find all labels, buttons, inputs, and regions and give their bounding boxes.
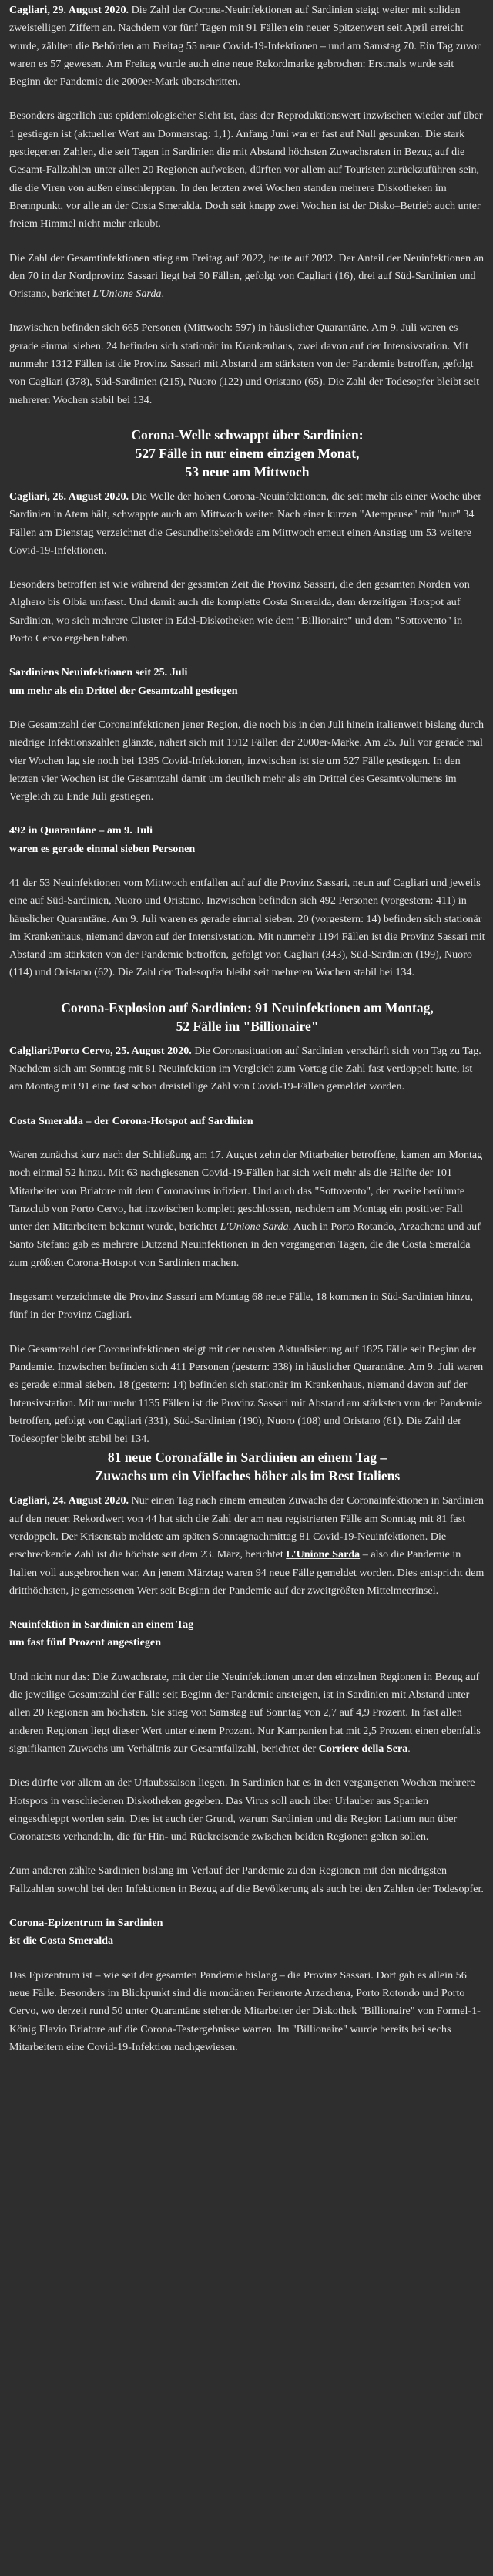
paragraph: Die Gesamtzahl der Coronainfektionen jener Region, die noch bis in den Juli hinein italienweit bislang durch niedrige Infektionszahlen glänzte, nähert sich mit 1912 Fällen der 2000er-Marke. Am 25. Juli vor gerade mal vier Wochen lag sie noch bei 1385 Covid-Infektionen, inzwischen ist sie um 527 Fälle gestiegen. In den letzten vier Wochen ist die Gesamtzahl damit um deutlich mehr als ein Drittel des Gesamtvolumens im Vergleich zu Ende Juli gestiegen. <box>9 718 485 803</box>
subheading: 492 in Quarantäne – am 9. Juli waren es gerade einmal sieben Personen <box>9 824 196 855</box>
paragraph: Dies dürfte vor allem an der Urlaubssaison liegen. In Sardinien hat es in den vergangenen Wochen mehrere Hotspots in verschiedenen Diskotheken gegeben. Das Virus soll auch über Urlauber aus Spanien eingeschleppt worden sein. Dies ist auch der Grund, warum Sardinien und die Region Latium nun über Coronatests verhandeln, die für Hin- und Rückreisende zwischen beiden Regionen gelten sollen. <box>9 1776 475 1844</box>
paragraph: Und nicht nur das: Die Zuwachsrate, mit der die Neuinfektionen unter den einzelnen Regionen in Bezug auf die jeweilige Gesamtzahl der Fälle seit Beginn der Pandemie ansteigen, ist in Sardinien mit Abstand unter allen 20 Regionen am höchsten. Sie stieg von Samstag auf Sonntag von 2,7 auf 4,9 Prozent. In fast allen anderen Regionen liegt dieser Wert unter einem Prozent. Nur Kampanien hat mit 2,5 Prozent einen ebenfalls signifikanten Zuwachs um Verhältnis zur Gesamtfallzahl, berichtet der Corriere della Sera. <box>9 1670 481 1755</box>
paragraph: Besonders ärgerlich aus epidemiologischer Sicht ist, dass der Reproduktionswert inzwischen wieder auf über 1 gestiegen ist (aktueller Wert am Donnerstag: 1,1). Anfang Juni war er fast auf Null gesunken. Die stark gestiegenen Zahlen, die seit Tagen in Sardinien die mit Abstand höchsten Zuwachsraten in Bezug auf die Gesamt-Fallzahlen unter allen 20 Regionen aufweisen, dürften vor allem auf Touristen zurückzuführen sein, die die Viren von außen einschleppten. In den letzten zwei Wochen standen mehrere Diskotheken im Brennpunkt, vor alle an der Costa Smeralda. Doch seit knapp zwei Wochen ist der Disko–Betrieb auch unter freiem Himmel nicht mehr erlaubt. <box>9 109 483 231</box>
section-heading: Corona-Explosion auf Sardinien: 91 Neuinfektionen am Montag, 52 Fälle im "Billionaire" <box>61 999 434 1034</box>
subheading: Sardiniens Neuinfektionen seit 25. Juli um mehr als ein Drittel der Gesamtzahl gestiegen <box>9 666 238 697</box>
paragraph <box>9 2 485 91</box>
paragraph-text: Waren zunächst kurz nach der Schließung am 17. August zehn der Mitarbeiter betroffene, kamen am Montag noch einmal 52 hinzu. Mit 63 nachgiesenen Covid-19-Fällen hat sich weit mehr als die Hälfte der 101 Mitarbeiter von Briatore mit dem Coronavirus infiziert. Und auch das "Sottovento", der zweite berühmte Tanzclub von Porto Cervo, hat inzwischen komplett geschlossen, nachdem am Montag ein positiver Fall unter den Mitarbeitern bekannt wurde, berichtet <box>9 1148 483 1234</box>
paragraph: Insgesamt verzeichnete die Provinz Sassari am Montag 68 neue Fälle, 18 kommen in Süd-Sardinien hinzu, fünf in der Provinz Cagliari. <box>9 1291 473 1322</box>
source-link-unione-sarda[interactable]: L'Unione Sarda <box>92 288 162 301</box>
subheading: Neuinfektion in Sardinien an einem Tag um fast fünf Prozent angestiegen <box>9 1618 194 1649</box>
paragraph <box>9 488 485 560</box>
paragraph-text: Die Coronasituation auf Sardinien verschärft sich von Tag zu Tag. Nachdem sich am Sonntag mit 81 Neuinfektion im Vergleich zum Vortag die Zahl fast verdoppelt hatte, ist am Montag mit 91 eine fast schon dreistellige Zahl von Covid-19-Fällen gemeldet worden. <box>9 1044 481 1093</box>
paragraph: Waren zunächst kurz nach der Schließung am 17. August zehn der Mitarbeiter betroffene, kamen am Montag noch einmal 52 hinzu. Mit 63 nachgiesenen Covid-19-Fällen hat sich weit mehr als die Hälfte der 101 Mitarbeiter von Briatore mit dem Coronavirus infiziert. Und auch das "Sottovento", der zweite berühmte Tanzclub von Porto Cervo, hat inzwischen komplett geschlossen, nachdem am Montag ein positiver Fall unter den Mitarbeitern bekannt wurde, berichtet L'Unione Sarda. Auch in Porto Rotando, Arzachena und auf Santo Stefano gab es mehrere Dutzend Neuinfektionen in den vergangenen Tagen, die die Costa Smeralda zum größten Corona-Hotspot von Sardinien machen. <box>9 1148 483 1269</box>
paragraph: Zum anderen zählte Sardinien bislang im Verlauf der Pandemie zu den Regionen mit den niedrigsten Fallzahlen sowohl bei den Infektionen in Bezug auf die Bevölkerung als auch bei den Zahlen der Todesopfer. <box>9 1864 484 1895</box>
section-heading: 81 neue Coronafälle in Sardinien an einem Tag – Zuwachs um ein Vielfaches höher als im Rest Italiens <box>94 1450 401 1484</box>
source-link-corriere[interactable]: Corriere della Sera <box>318 1742 408 1755</box>
paragraph: Das Epizentrum ist – wie seit der gesamten Pandemie bislang – die Provinz Sassari. Dort gab es allein 56 neue Fälle. Besonders im Blickpunkt sind die mondänen Ferienorte Arzachena, Porto Rotondo und Porto Cervo, wo derzeit rund 50 unter Quarantäne stehende Mitarbeiter der Diskothek "Billionaire" von Formel-1-König Flavio Briatore auf die Corona-Testergebnisse warten. Im "Billionaire" wurde bereits bei sechs Mitarbeitern eine Covid-19-Infektion nachgewiesen. <box>9 1968 481 2053</box>
paragraph: Besonders betroffen ist wie während der gesamten Zeit die Provinz Sassari, die den gesamten Norden von Alghero bis Olbia umfasst. Und damit auch die komplette Costa Smeralda, dem derzeitigen Hotspot auf Sardinien, wo sich mehrere Cluster in Edel-Diskotheken wie dem "Billionaire" und dem "Sottovento" in Porto Cervo ergeben haben. <box>9 578 470 645</box>
paragraph-text: Die Zahl der Gesamtinfektionen stieg am Freitag auf 2022, heute auf 2092. Der Anteil der Neuinfektionen an den 70 in der Nordprovinz Sassari liegt bei 50 Fällen, gefolgt von Cagliari (16), drei auf Süd-Sardinien und Oristano, berichtet <box>9 251 485 301</box>
source-link-unione-sarda[interactable]: L'Unione Sarda <box>220 1221 289 1234</box>
paragraph-text: Nur einen Tag nach einem erneuten Zuwachs der Coronainfektionen in Sardinien auf den neuen Rekordwert von 44 hat sich die Zahl der am neu registrierten Fälle am Sonntag mit 81 fast verdoppelt. Der Krisenstab meldete am späten Sonntagnachmittag 81 Covid-19-Neuinfektionen. Die erschreckende Zahl ist die höchste seit dem 23. März, berichtet <box>9 1494 484 1561</box>
dateline: Cagliari, 24. August 2020. <box>9 1494 129 1507</box>
section-heading: Corona-Welle schwappt über Sardinien: 527 Fälle in nur einem einzigen Monat, 53 neue am Mittwoch <box>131 426 364 480</box>
paragraph-text: Und nicht nur das: Die Zuwachsrate, mit der die Neuinfektionen unter den einzelnen Regionen in Bezug auf die jeweilige Gesamtzahl der Fälle seit Beginn der Pandemie ansteigen, ist in Sardinien mit Abstand unter allen 20 Regionen am höchsten. Sie stieg von Samstag auf Sonntag von 2,7 auf 4,9 Prozent. In fast allen anderen Regionen liegt dieser Wert unter einem Prozent. Nur Kampanien hat mit 2,5 Prozent einen ebenfalls signifikanten Zuwachs um Verhältnis zur Gesamtfallzahl, berichtet der <box>9 1670 481 1755</box>
source-link-unione-sarda[interactable]: L'Unione Sarda <box>286 1548 361 1561</box>
dateline: Cagliari, 29. August 2020. <box>9 4 129 16</box>
paragraph: Inzwischen befinden sich 665 Personen (Mittwoch: 597) in häuslicher Quarantäne. Am 9. Juli waren es gerade einmal sieben. 24 befinden sich stationär im Krankenhaus, zwei davon auf der Intensivstation. Mit nunmehr 1312 Fällen ist die Provinz Sassari mit Abstand am stärksten von der Pandemie betroffen, gefolgt von Cagliari (378), Süd-Sardinien (215), Nuoro (122) und Oristano (65). Die Zahl der Todesopfer bleibt seit mehreren Wochen stabil bei 134. <box>9 322 480 406</box>
paragraph-text: Die Zahl der Corona-Neuinfektionen auf Sardinien steigt weiter mit soliden zweistelligen Ziffern an. Nachdem vor fünf Tagen mit 91 Fällen ein neuer Spitzenwert seit April erreicht wurde, zählten die Behörden am Freitag 55 neue Covid-19-Infektionen – und am Samstag 70. Ein Tag zuvor waren es 57 gewesen. Am Freitag wurde auch eine neue Rekordmarke gebrochen: Erstmals wurde seit Beginn der Pandemie die 2000er-Mark überschritten. <box>9 4 481 89</box>
subheading: Corona-Epizentrum in Sardinien ist die Costa Smeralda <box>9 1917 163 1948</box>
dateline: Calgliari/Porto Cervo, 25. August 2020. <box>9 1044 192 1057</box>
paragraph: Die Gesamtzahl der Coronainfektionen steigt mit der neusten Aktualisierung auf 1825 Fälle seit Beginn der Pandemie. Inzwischen befinden sich 411 Personen (gestern: 338) in häuslicher Quarantäne. Am 9. Juli waren es gerade einmal sieben. 18 (gestern: 14) befinden sich stationär im Krankenhaus, niemand davon auf der Intensivstation. Mit nunmehr 1135 Fällen ist die Provinz Sassari mit Abstand am stärksten von der Pandemie betroffen, gefolgt von Cagliari (331), Süd-Sardinien (190), Nuoro (108) und Oristano (61). Die Zahl der Todesopfer bleibt stabil bei 134. <box>9 1342 484 1446</box>
paragraph: 41 der 53 Neuinfektionen vom Mittwoch entfallen auf auf die Provinz Sassari, neun auf Cagliari und jeweils eine auf Süd-Sardinien, Nuoro und Oristano. Inzwischen befinden sich 492 Personen (vorgestern: 411) in häuslicher Quarantäne. Am 9. Juli waren es gerade einmal sieben. 20 (vorgestern: 14) befinden sich stationär im Krankenhaus, niemand davon auf der Intensivstation. Mit nunmehr 1194 Fällen ist die Provinz Sassari mit Abstand am stärksten von der Pandemie betroffen, gefolgt von Cagliari (343), Süd-Sardinien (199), Nuoro (114) und Oristano (62). Die Zahl der Todesopfer bleibt seit mehreren Wochen stabil bei 134. <box>9 876 485 979</box>
subheading: Costa Smeralda – der Corona-Hotspot auf Sardinien <box>9 1114 253 1127</box>
paragraph <box>9 1042 485 1096</box>
paragraph: Die Zahl der Gesamtinfektionen stieg am Freitag auf 2022, heute auf 2092. Der Anteil der Neuinfektionen an den 70 in der Nordprovinz Sassari liegt bei 50 Fällen, gefolgt von Cagliari (16), drei auf Süd-Sardinien und Oristano, berichtet L'Unione Sarda. <box>9 251 485 301</box>
paragraph-text: Die Welle der hohen Corona-Neuinfektionen, die seit mehr als einer Woche über Sardinien in Atem hält, schwappte auch am Mittwoch weiter. Nach einer kurzen "Atempause" mit "nur" 34 Fällen am Dienstag verzeichnet die Gesundheitsbehörde am Mittwoch erneut einen Anstieg um 53 weitere Covid-19-Infektionen. <box>9 490 481 557</box>
dateline: Cagliari, 26. August 2020. <box>9 490 129 503</box>
paragraph: Cagliari, 24. August 2020. Nur einen Tag nach einem erneuten Zuwachs der Coronainfektionen in Sardinien auf den neuen Rekordwert von 44 hat sich die Zahl der am neu registrierten Fälle am Sonntag mit 81 fast verdoppelt. Der Krisenstab meldete am späten Sonntagnachmittag 81 Covid-19-Neuinfektionen. Die erschreckende Zahl ist die höchste seit dem 23. März, berichtet L'Unione Sarda – also die Pandemie in Italien voll ausgebrochen war. An jenem Märztag waren 94 neue Fälle gemeldet worden. Dies entspricht dem dritthöchsten, je gemessenen Wert seit Beginn der Pandemie auf der zweitgrößten Mittelmeerinsel. <box>9 1494 485 1597</box>
